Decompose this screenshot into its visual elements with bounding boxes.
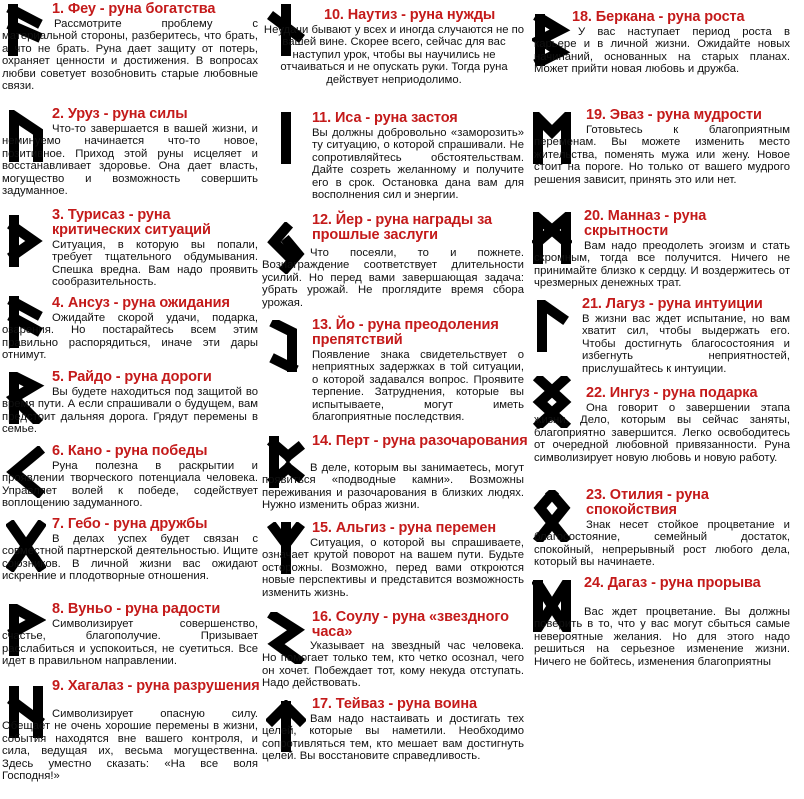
rune-description: Неудачи бывают у всех и иногда случаются не по вашей вине. Скорее всего, сейчас для вас наступил урок, чтобы вы научились не отчаиваться и не опускать руки. Тогда руна действует неприодолимо. — [263, 24, 525, 86]
rune-description: Появление знака свидетельствует о неприятных задержках в той ситуации, о которой задавался вопрос. Проявите терпение. Затруднения, которые вы испытываете, могут иметь благоприятные последствия. — [312, 349, 524, 424]
rune-title: 5. Райдо - руна дороги — [52, 369, 212, 385]
rune-title: 19. Эваз - руна мудрости — [586, 107, 762, 123]
rune-title: 3. Турисаз - руна критических ситуаций — [52, 207, 211, 238]
rune-title: 23. Отилия - руна спокойствия — [586, 487, 709, 518]
rune-description: Знак несет стойкое процветание и благосостояние, семейный достаток, спокойный, непрерывный рост любого дела, который вы начинаете. — [534, 519, 790, 569]
rune-title: 7. Гебо - руна дружбы — [52, 516, 208, 532]
rune-title: 1. Феу - руна богатства — [52, 1, 216, 17]
rune-title: 11. Иса - руна застоя — [312, 110, 458, 126]
rune-title: 9. Хагалаз - руна разрушения — [52, 678, 260, 694]
eihwaz-rune-icon — [266, 320, 306, 372]
rune-description: Вы будете находиться под защитой во время пути. А если спрашивали о будущем, вам предстоит дальняя дорога. Грядут перемены в семье. — [2, 386, 258, 436]
rune-description: Символизирует опасную силу. Обещает не очень хорошие перемены в жизни, события находятся вне вашего контроля, и сила, ведущая их, весьма могущественна. Здесь уместно сказать: «На все воля Господня!» — [2, 708, 258, 783]
rune-title: 6. Кано - руна победы — [52, 443, 208, 459]
isa-rune-icon — [266, 112, 306, 164]
rune-description: В делах успех будет связан с совместной партнерской деятельностью. Ищите союзников. В личной жизни вас ожидают искренние и плодотворные отношения. — [2, 533, 258, 583]
rune-description: Она говорит о завершении этапа жизни. Дело, которым вы сейчас заняты, благоприятно завершится. Легко освободитесь от очередной любовной привязанности. Руна символизирует новую любовь и новую работу. — [534, 402, 790, 464]
rune-title: 20. Манназ - руна скрытности — [584, 208, 707, 239]
rune-description: В деле, которым вы занимаетесь, могут появиться «подводные камни». Возможны переживания и разочарования в близких людях. Нужно изменить образ жизни. — [262, 462, 524, 512]
rune-title: 16. Соулу - руна «звездного часа» — [312, 609, 509, 640]
rune-title: 14. Перт - руна разочарования — [312, 433, 528, 449]
rune-title: 21. Лагуз - руна интуиции — [582, 296, 763, 312]
rune-description: Что посеяли, то и пожнете. Вознаграждение соответствует длительности усилий. Но перед вами завершающая задача: убрать урожай. Не проглядите время сбора урожая. — [262, 247, 524, 309]
rune-description: Рассмотрите проблему с материальной стороны, разберитесь, что брать, а что не брать. Руна дает защиту от потерь, охраняет ценности и достижения. В вопросах любви советует возобновить старые любовные связи. — [2, 18, 258, 93]
rune-title: 22. Ингуз - руна подарка — [586, 385, 758, 401]
rune-description: Ожидайте скорой удачи, подарка, озарения. Но постарайтесь всем этим правильно распорядиться, иначе эти дары отнимут. — [2, 312, 258, 362]
rune-title: 13. Йо - руна преодоления препятствий — [312, 317, 499, 348]
rune-title: 12. Йер - руна награды за прошлые заслуги — [312, 212, 492, 243]
rune-description: Указывает на звездный час человека. Но помогает только тем, кто четко осознал, чего он хочет. Побеждает тот, кому некуда отступать. Надо действовать. — [262, 640, 524, 690]
rune-description: В жизни вас ждет испытание, но вам хватит сил, чтобы выдержать его. Чтобы достигнуть благосостояния и избегнуть неприятностей, прислушайтесь к интуиции. — [582, 313, 790, 375]
rune-title: 15. Альгиз - руна перемен — [312, 520, 497, 536]
rune-description: Вы должны добровольно «заморозить» ту ситуацию, о которой спрашивали. Не сопротивляйтесь обстоятельствам. Дайте созреть желанному и получите его в срок. Остановка дана вам для восполнения сил и энергии. — [312, 127, 524, 202]
rune-title: 17. Тейваз - руна воина — [312, 696, 477, 712]
rune-description: Руна полезна в раскрытии и проявлении творческого потенциала человека. Управляет волей к победе, содействует воплощению задуманного. — [2, 460, 258, 510]
rune-title: 10. Наутиз - руна нужды — [324, 7, 496, 23]
thurisaz-rune-icon — [6, 215, 46, 267]
rune-description: Символизирует совершенство, счастье, благополучие. Призывает расслабиться и успокоиться, не суетиться. Все идет в правильном направлении. — [2, 618, 258, 668]
rune-description: Вам надо преодолеть эгоизм и стать скромным, тогда все получится. Ничего не принимайте близко к сердцу. И воздержитесь от чрезмерных денежных трат. — [534, 240, 790, 290]
rune-title: 2. Уруз - руна силы — [52, 106, 188, 122]
laguz-rune-icon — [532, 300, 572, 352]
rune-title: 18. Беркана - руна роста — [572, 9, 745, 25]
rune-description: Ситуация, о которой вы спрашиваете, означает крутой поворот на вашем пути. Будьте осторожны. Возможно, перед вами откроются новые перспективы и представится возможность изменить жизнь. — [262, 537, 524, 599]
rune-description: Вас ждет процветание. Вы должны поверить в то, что у вас могут сбыться самые невероятные желания. Но для этого надо решиться на серьезное изменение жизни. Ничего не бойтесь, изменения благоприятны — [534, 606, 790, 668]
rune-description: Ситуация, в которую вы попали, требует тщательного обдумывания. Спешка вредна. Вам надо проявить сообразительность. — [52, 239, 258, 289]
rune-title: 24. Дагаз - руна прорыва — [584, 575, 761, 591]
rune-description: Готовьтесь к благоприятным переменам. Вы можете изменить место жительства, поменять мужа или жену. Новое стоит на пороге. Но только от вашего мудрого решения зависит, принять это или нет. — [534, 124, 790, 186]
rune-title: 8. Вуньо - руна радости — [52, 601, 221, 617]
rune-description: Что-то завершается в вашей жизни, и неминуемо начинается что-то новое, позитивное. Приход этой руны исцеляет и восстанавливает здоровье. Она дает власть, могущество и возможность совершить задуманное. — [2, 123, 258, 198]
rune-description: Вам надо настаивать и достигать тех целей, которые вы наметили. Необходимо сопротивляться тем, кто мешает вам достигнуть целей. Вы восстановите справедливость. — [262, 713, 524, 763]
rune-description: У вас наступает период роста в карьере и в личной жизни. Ожидайте новых начинаний, основанных на старых планах. Может прийти новая любовь и дружба. — [534, 26, 790, 76]
rune-title: 4. Ансуз - руна ожидания — [52, 295, 230, 311]
